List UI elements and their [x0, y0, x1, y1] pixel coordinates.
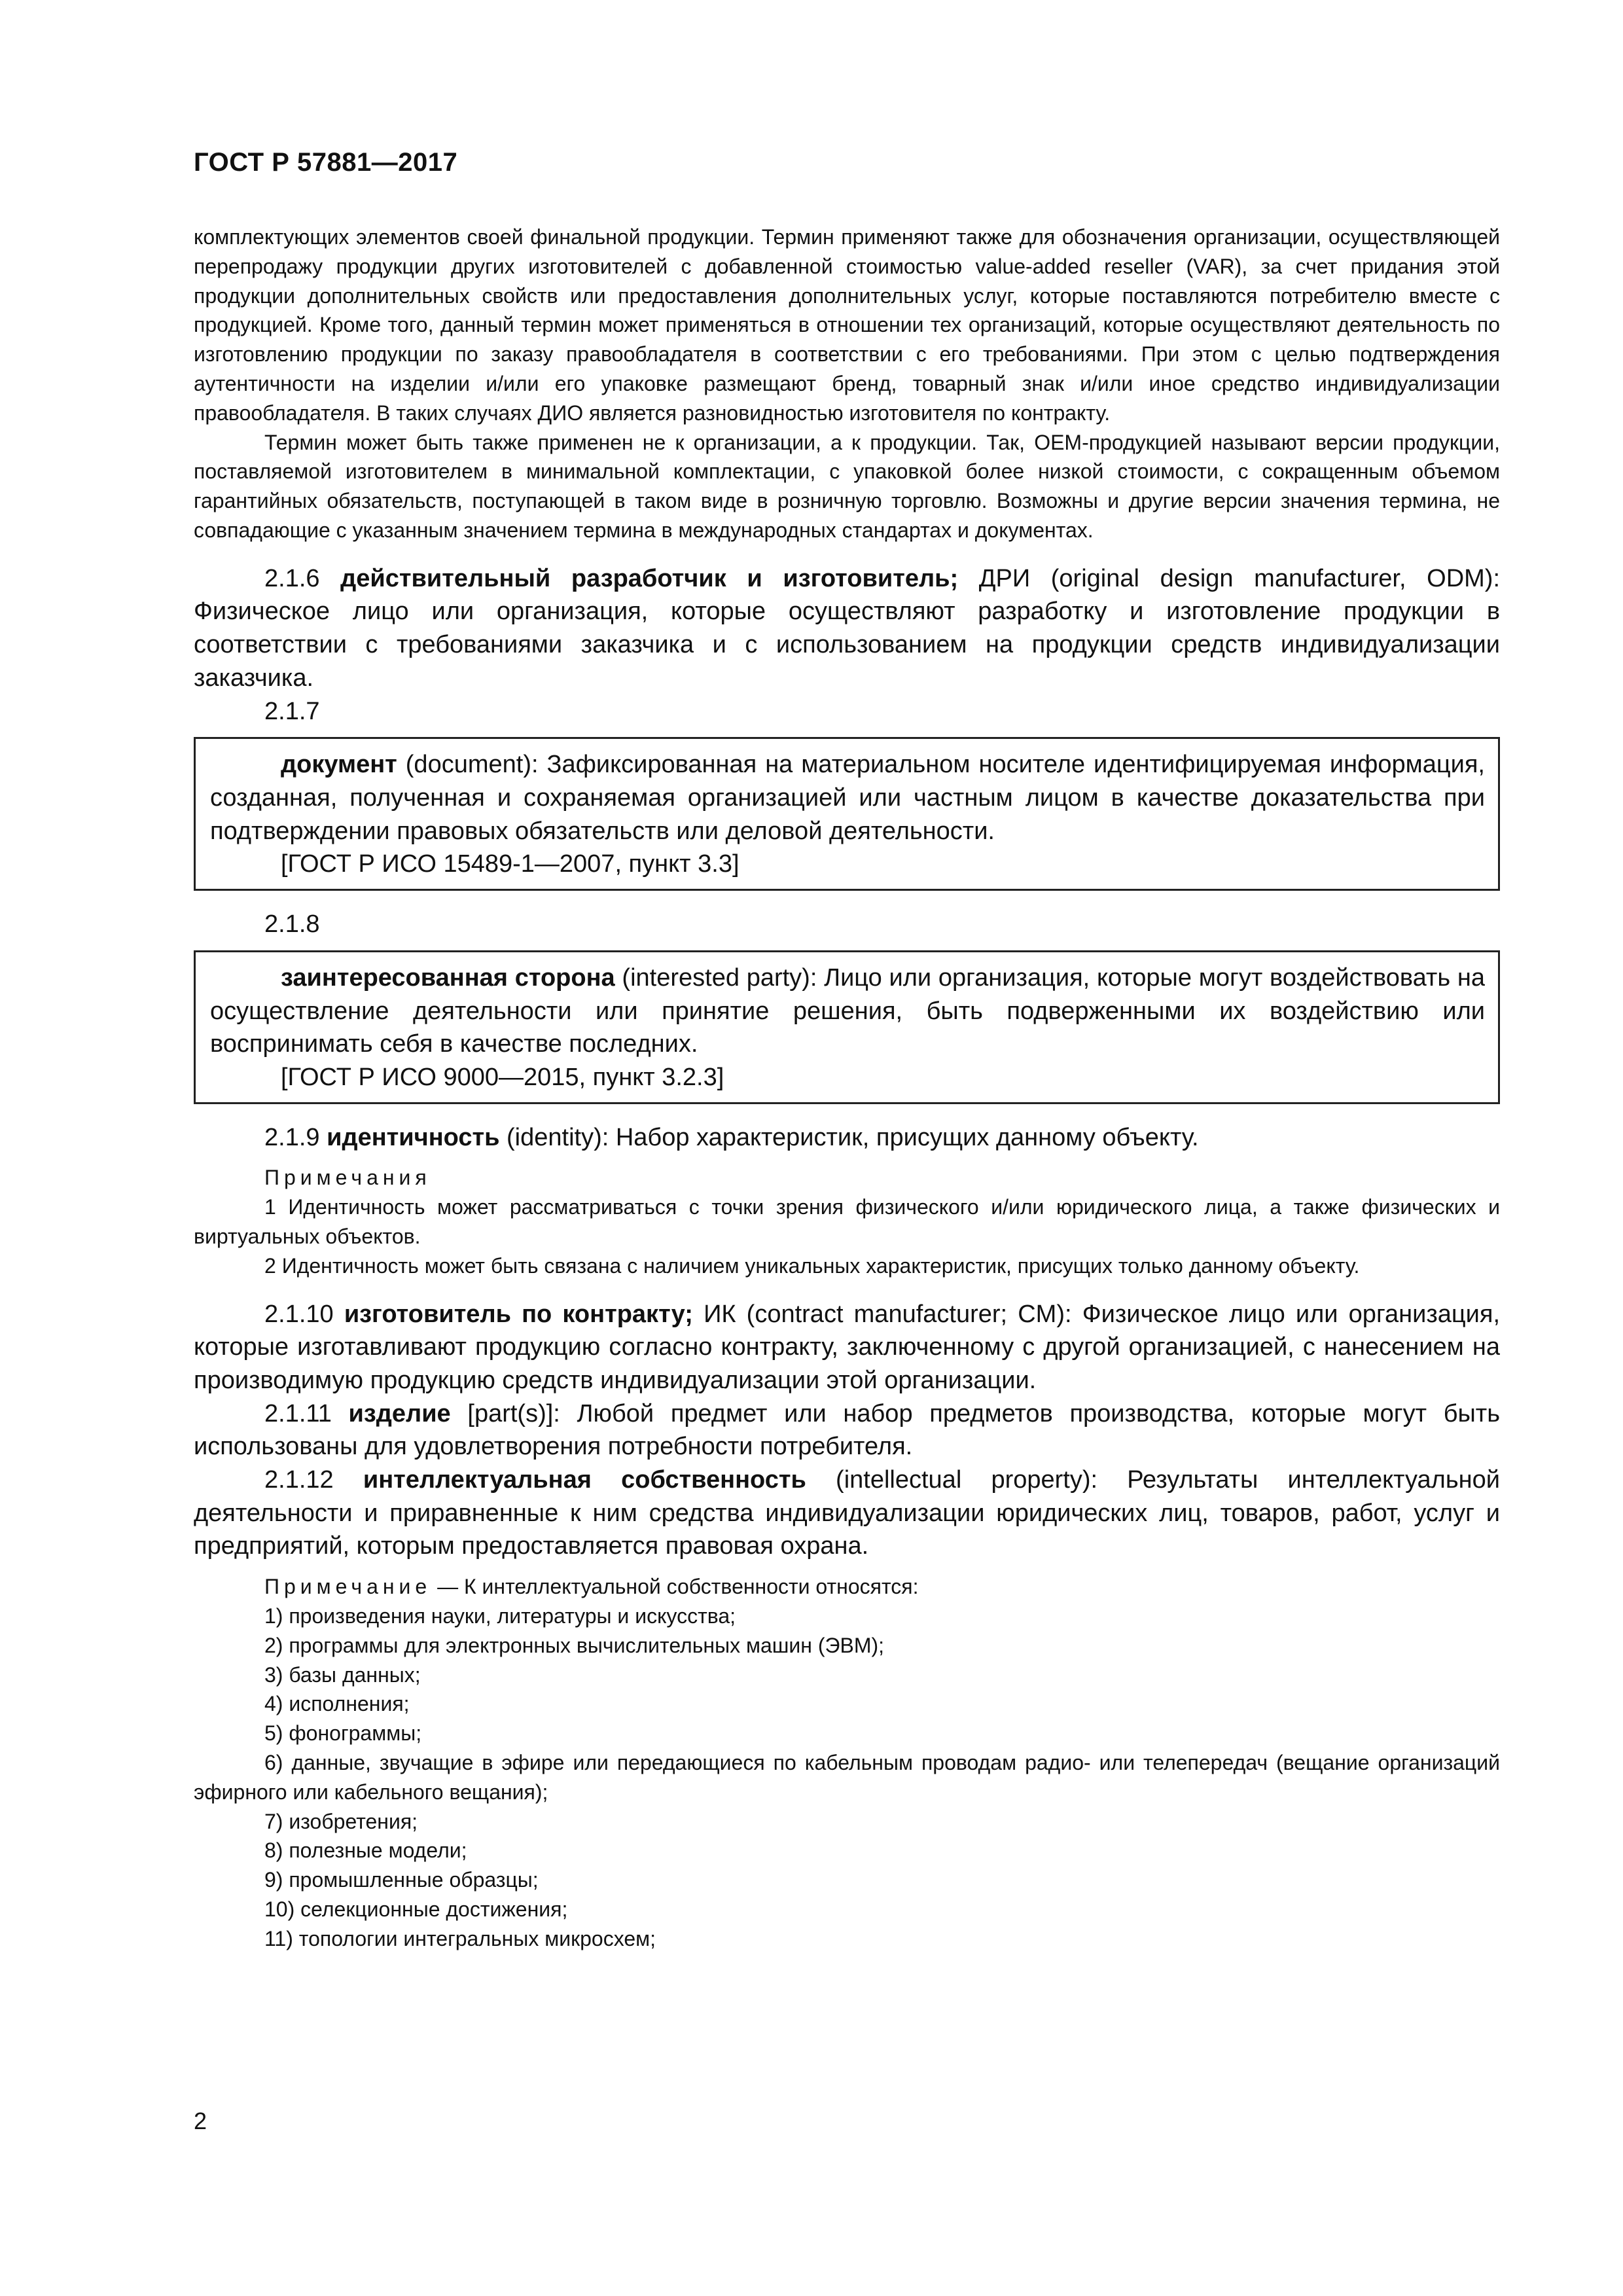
term-definition: (document): Зафиксированная на материальном носителе идентифицируемая информация, созданная, полученная и сохраняемая организацией или частным лицом в качестве доказательства при подтверждении правовых обязательств или деловой деятельности.: [210, 751, 1485, 845]
term-number: 2.1.6: [264, 564, 320, 592]
term-definition: (identity): Набор характеристик, присущих данному объекту.: [499, 1123, 1199, 1151]
ip-list-item: 10) селекционные достижения;: [264, 1897, 568, 1921]
term-2-1-8-source: [ГОСТ Р ИСО 9000—2015, пункт 3.2.3]: [281, 1063, 724, 1091]
notes-label: Примечания: [264, 1166, 431, 1190]
term-number: 2.1.10: [264, 1300, 334, 1328]
term-2-1-7-number: 2.1.7: [264, 697, 320, 725]
ip-list-item: 3) базы данных;: [264, 1662, 421, 1687]
document-page: [194, 0, 1503, 2296]
term-definition: (interested party): Лицо или организация, которые могут воздействовать на осуществление деятельности или принятие решения, быть подверженными их воздействию или воспринимать себя в качестве последних.: [210, 963, 1485, 1058]
term-number: 2.1.9: [264, 1123, 320, 1151]
term-definition: [part(s)]: Любой предмет или набор предметов производства, которые могут быть использованы для удовлетворения потребности потребителя.: [194, 1399, 1500, 1461]
term-2-1-6: [194, 562, 1500, 695]
ip-list-item: 6) данные, звучащие в эфире или передающиеся по кабельным проводам радио- или телепередач (вещание организаций эфирного или кабельного вещания);: [194, 1750, 1500, 1804]
ip-list-item: 5) фонограммы;: [264, 1721, 422, 1746]
ip-list-item: 4) исполнения;: [264, 1692, 410, 1716]
term-2-1-9: [194, 1121, 1500, 1155]
term-2-1-12: [194, 1463, 1500, 1563]
note-2: 2 Идентичность может быть связана с наличием уникальных характеристик, присущих только данному объекту.: [264, 1253, 1360, 1278]
term-name: документ: [281, 751, 397, 779]
document-body: [194, 223, 1500, 1953]
term-name: изделие: [348, 1399, 451, 1427]
term-name: заинтересованная сторона: [281, 963, 615, 992]
note-1: 1 Идентичность может рассматриваться с точки зрения физического и/или юридического лица, а также физических и виртуальных объектов.: [194, 1195, 1500, 1248]
ip-list-item: 11) топологии интегральных микросхем;: [264, 1926, 656, 1950]
term-2-1-7-box: [194, 737, 1500, 891]
ip-list-item: 9) промышленные образцы;: [264, 1868, 539, 1892]
term-2-1-8-number: 2.1.8: [264, 910, 320, 939]
term-definition: (intellectual property): Результаты интеллектуальной деятельности и приравненные к ним средства индивидуализации юридических лиц, товаров, работ, услуг и предприятий, которым предоставляется правовая охрана.: [194, 1466, 1500, 1560]
term-2-1-7-source: [ГОСТ Р ИСО 15489-1—2007, пункт 3.3]: [281, 850, 740, 878]
page-number: 2: [194, 2108, 207, 2134]
term-2-1-8-definition: [210, 961, 1485, 1061]
ip-list-item: 2) программы для электронных вычислительных машин (ЭВМ);: [264, 1633, 885, 1657]
ip-list-item: 8) полезные модели;: [264, 1839, 467, 1863]
term-2-1-8-box: [194, 950, 1500, 1104]
intro-paragraph-2: Термин может быть также применен не к организации, а к продукции. Так, OEM-продукцией называют версии продукции, поставляемой изготовителем в минимальной комплектации, с упаковкой более низкой стоимости, с сокращенным объемом гарантийных обязательств, поступающей в таком виде в розничную торговлю. Возможны и другие версии значения термина, не совпадающие с указанным значением термина в международных стандартах и документах.: [194, 430, 1500, 542]
note-text: — К интеллектуальной собственности относятся:: [431, 1575, 919, 1599]
ip-list-item: 7) изобретения;: [264, 1809, 418, 1833]
term-name: изготовитель по контракту;: [344, 1300, 693, 1328]
term-name: идентичность: [327, 1123, 500, 1151]
ip-note: [194, 1572, 1500, 1602]
term-number: 2.1.12: [264, 1466, 334, 1494]
document-header: ГОСТ Р 57881—2017: [194, 148, 458, 177]
intro-paragraph-1: комплектующих элементов своей финальной продукции. Термин применяют также для обозначения организации, осуществляющей перепродажу продукции других изготовителей с добавленной стоимостью value-added reseller (VAR), за счет придания этой продукции дополнительных свойств или предоставления дополнительных услуг, которые поставляются потребителю вместе с продукцией. Кроме того, данный термин может применяться в отношении тех организаций, которые осуществляют деятельность по изготовлению продукции по заказу правообладателя в соответствии с его требованиями. При этом с целью подтверждения аутентичности на изделии и/или его упаковке размещают бренд, товарный знак и/или иное средство индивидуализации правообладателя. В таких случаях ДИО является разновидностью изготовителя по контракту.: [194, 225, 1500, 425]
term-name: интеллектуальная собственность: [363, 1466, 806, 1494]
term-definition: ДРИ (original design manufacturer, ODM): Физическое лицо или организация, которые осуществляют разработку и изготовление продукции в соответствии с требованиями заказчика и с использованием на продукции средств индивидуализации заказчика.: [194, 564, 1501, 692]
term-2-1-7-definition: [210, 748, 1485, 848]
term-number: 2.1.11: [264, 1399, 332, 1427]
ip-list-item: 1) произведения науки, литературы и искусства;: [264, 1604, 736, 1628]
term-name: действительный разработчик и изготовитель;: [340, 564, 959, 592]
note-label: Примечание: [264, 1575, 432, 1599]
term-2-1-11: [194, 1397, 1500, 1463]
term-2-1-10: [194, 1298, 1500, 1397]
term-definition: ИК (contract manufacturer; CM): Физическое лицо или организация, которые изготавливают продукцию согласно контракту, заключенному с другой организацией, с нанесением на производимую продукцию средств индивидуализации этой организации.: [194, 1300, 1500, 1394]
